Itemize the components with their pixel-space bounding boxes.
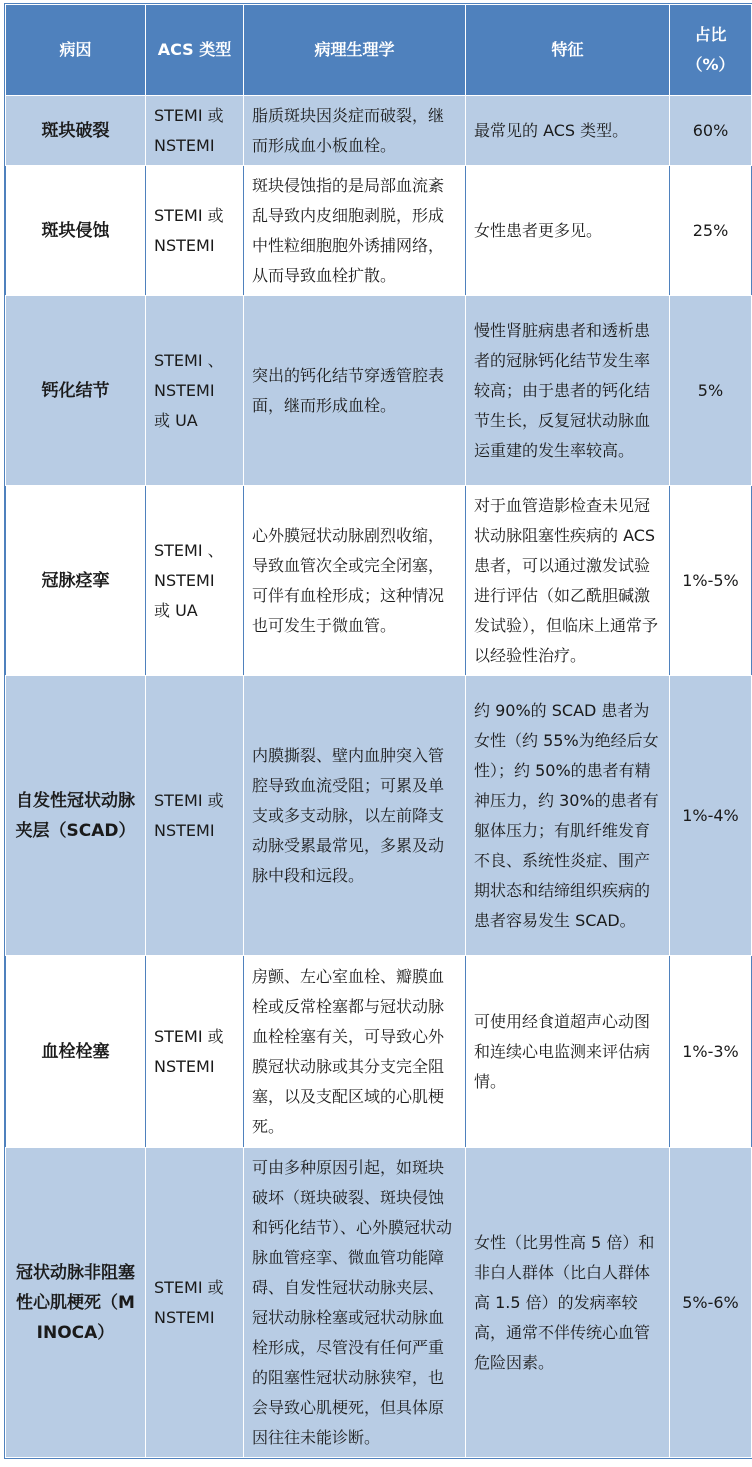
table-row [6,486,752,676]
cell-cause: 血栓栓塞 [6,956,146,1148]
cell-pathophysiology: 脂质斑块因炎症而破裂，继而形成血小板血栓。 [244,96,466,166]
cell-pathophysiology: 房颤、左心室血栓、瓣膜血栓或反常栓塞都与冠状动脉血栓栓塞有关，可导致心外膜冠状动脉或其分支完全阻塞，以及支配区域的心肌梗死。 [244,956,466,1148]
acs-causes-table-container [4,3,752,1459]
cell-features: 女性（比男性高 5 倍）和非白人群体（比白人群体高 1.5 倍）的发病率较高，通常不伴传统心血管危险因素。 [466,1148,670,1458]
cell-cause: 冠脉痉挛 [6,486,146,676]
cell-acs-type: STEMI 或 NSTEMI [146,956,244,1148]
cell-acs-type: STEMI 或 NSTEMI [146,96,244,166]
cell-cause: 冠状动脉非阻塞性心肌梗死（MINOCA） [6,1148,146,1458]
table-header-row [6,5,752,96]
cell-acs-type: STEMI 、NSTEMI 或 UA [146,296,244,486]
header-cause: 病因 [6,5,146,96]
cell-proportion: 5%-6% [670,1148,752,1458]
cell-features: 对于血管造影检查未见冠状动脉阻塞性疾病的 ACS 患者，可以通过激发试验进行评估（如乙酰胆碱激发试验），但临床上通常予以经验性治疗。 [466,486,670,676]
cell-pathophysiology: 突出的钙化结节穿透管腔表面，继而形成血栓。 [244,296,466,486]
header-acs-type: ACS 类型 [146,5,244,96]
cell-features: 慢性肾脏病患者和透析患者的冠脉钙化结节发生率较高；由于患者的钙化结节生长，反复冠状动脉血运重建的发生率较高。 [466,296,670,486]
cell-cause: 斑块破裂 [6,96,146,166]
cell-acs-type: STEMI 、NSTEMI 或 UA [146,486,244,676]
cell-proportion: 1%-3% [670,956,752,1148]
cell-proportion: 1%-4% [670,676,752,956]
cell-proportion: 25% [670,166,752,296]
cell-proportion: 60% [670,96,752,166]
cell-features: 可使用经食道超声心动图和连续心电监测来评估病情。 [466,956,670,1148]
header-features: 特征 [466,5,670,96]
cell-proportion: 5% [670,296,752,486]
cell-pathophysiology: 斑块侵蚀指的是局部血流紊乱导致内皮细胞剥脱，形成中性粒细胞胞外诱捕网络，从而导致血栓扩散。 [244,166,466,296]
cell-pathophysiology: 心外膜冠状动脉剧烈收缩，导致血管次全或完全闭塞，可伴有血栓形成；这种情况也可发生于微血管。 [244,486,466,676]
table-row [6,676,752,956]
table-row [6,956,752,1148]
cell-features: 女性患者更多见。 [466,166,670,296]
table-row [6,166,752,296]
cell-cause: 钙化结节 [6,296,146,486]
cell-pathophysiology: 可由多种原因引起，如斑块破坏（斑块破裂、斑块侵蚀和钙化结节）、心外膜冠状动脉血管痉挛、微血管功能障碍、自发性冠状动脉夹层、冠状动脉栓塞或冠状动脉血栓形成，尽管没有任何严重的阻塞性冠状动脉狭窄，也会导致心肌梗死，但具体原因往往未能诊断。 [244,1148,466,1458]
cell-acs-type: STEMI 或 NSTEMI [146,166,244,296]
cell-acs-type: STEMI 或 NSTEMI [146,676,244,956]
table-row [6,296,752,486]
acs-causes-table [5,4,752,1458]
header-pathophysiology: 病理生理学 [244,5,466,96]
cell-cause: 自发性冠状动脉夹层（SCAD） [6,676,146,956]
cell-pathophysiology: 内膜撕裂、壁内血肿突入管腔导致血流受阻；可累及单支或多支动脉，以左前降支动脉受累最常见，多累及动脉中段和远段。 [244,676,466,956]
cell-proportion: 1%-5% [670,486,752,676]
table-row [6,1148,752,1458]
cell-acs-type: STEMI 或 NSTEMI [146,1148,244,1458]
cell-features: 最常见的 ACS 类型。 [466,96,670,166]
header-proportion: 占比（%） [670,5,752,96]
cell-features: 约 90%的 SCAD 患者为女性（约 55%为绝经后女性）；约 50%的患者有精神压力，约 30%的患者有躯体压力；有肌纤维发育不良、系统性炎症、围产期状态和结缔组织疾病的患者容易发生 SCAD。 [466,676,670,956]
table-row [6,96,752,166]
cell-cause: 斑块侵蚀 [6,166,146,296]
